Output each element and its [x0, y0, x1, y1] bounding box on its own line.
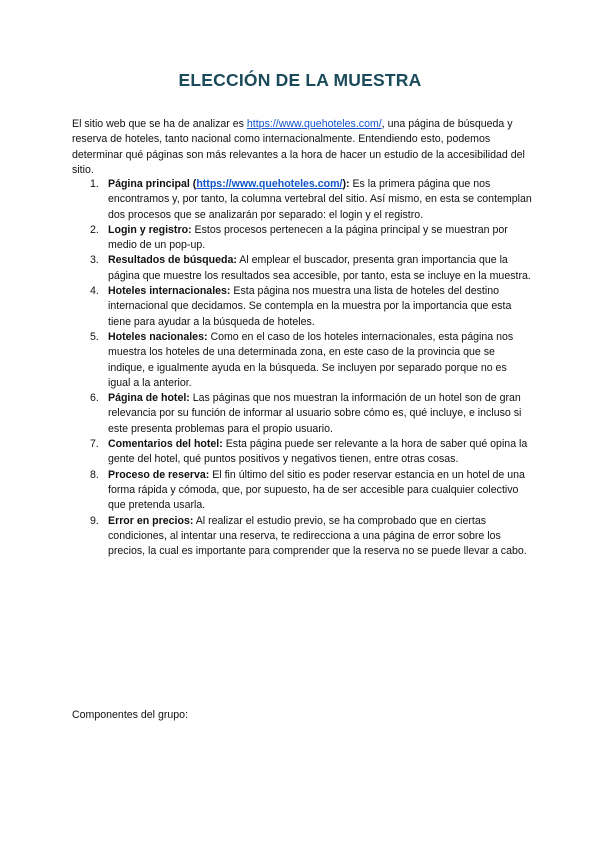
list-item-number: 9.	[90, 514, 99, 527]
sample-pages-list	[72, 177, 532, 559]
list-item-text: Esta página puede ser relevante a la hora de saber qué opina la gente del hotel, qué puntos positivos y negativos tienen, entre otras cosas.	[108, 438, 528, 466]
list-item	[72, 223, 532, 254]
site-link[interactable]: https://www.quehoteles.com/	[246, 118, 382, 130]
list-item-title: Error en precios:	[108, 514, 194, 527]
list-item-text: Al emplear el buscador, presenta gran importancia que la página que muestre los resultados sea accesible, por tanto, esta se incluye en la muestra.	[108, 254, 531, 282]
list-item-title-text: Página principal (	[108, 178, 197, 190]
list-item-title: Página de hotel:	[108, 392, 190, 405]
list-item-number: 6.	[90, 392, 99, 405]
list-item-text: Las páginas que nos muestran la información de un hotel son de gran relevancia por su función de informar al usuario sobre cómo es, qué incluye, e incluso si este presenta problemas para el propio usuario.	[108, 392, 522, 435]
intro-text-before: El sitio web que se ha de analizar es	[72, 118, 247, 130]
list-item-text: Como en el caso de los hoteles internacionales, esta página nos muestra los hoteles de una determinada zona, en este caso de la provincia que se indique, e igualmente ayuda en la búsqueda. Se incluyen por separado porque no es igual a la anterior.	[108, 330, 514, 389]
list-item-text: Es la primera página que nos encontramos y, por tanto, la columna vertebral del sitio. Así mismo, en esta se contemplan dos procesos que se analizarán por separado: el login y el registro.	[108, 178, 532, 221]
list-item-title-suffix: ):	[342, 178, 350, 190]
list-item-title: Proceso de reserva:	[108, 468, 210, 481]
list-item	[72, 177, 532, 223]
home-page-link[interactable]: https://www.quehoteles.com/	[196, 178, 343, 190]
list-item-number: 5.	[90, 330, 99, 343]
list-item	[72, 330, 532, 391]
list-item-title: Comentarios del hotel:	[108, 438, 223, 451]
list-item-text: Al realizar el estudio previo, se ha comprobado que en ciertas condiciones, al intentar una reserva, te redirecciona a una página de error sobre los precios, la cual es importante para comprender que la reserva no se puede llevar a cabo.	[108, 514, 527, 558]
list-item-number: 8.	[90, 468, 99, 481]
group-members-label: Componentes del grupo:	[72, 709, 189, 721]
page-title: ELECCIÓN DE LA MUESTRA	[178, 70, 422, 90]
list-item-number: 3.	[90, 254, 99, 267]
list-item	[72, 468, 532, 514]
list-item-number: 4.	[90, 285, 99, 298]
list-item-text: El fin último del sitio es poder reservar estancia en un hotel de una forma rápida y cómoda, que, por supuesto, ha de ser accesible para cualquier colectivo que pretenda usarla.	[108, 468, 525, 512]
list-item-title	[108, 178, 350, 190]
list-item-text: Esta página nos muestra una lista de hoteles del destino internacional que decidamos. Se contempla en la muestra por la importancia que esta tiene para ayudar a la búsqueda de hoteles.	[108, 285, 512, 328]
list-item-title: Hoteles internacionales:	[108, 285, 231, 298]
list-item	[72, 391, 532, 437]
intro-text-after: , una página de búsqueda y reserva de hoteles, tanto nacional como internacionalmente. Entendiendo esto, podemos determinar qué páginas son más relevantes a la hora de hacer un estudio de la accesibilidad del sitio.	[72, 118, 525, 176]
list-item-title: Resultados de búsqueda:	[108, 254, 237, 267]
list-item	[72, 437, 532, 468]
list-item-title: Login y registro:	[108, 223, 192, 236]
list-item-number: 7.	[90, 438, 99, 451]
list-item-number: 2.	[90, 223, 99, 236]
list-item-number: 1.	[90, 178, 99, 190]
list-item	[72, 253, 532, 284]
list-item-title: Hoteles nacionales:	[108, 330, 208, 343]
list-item-text: Estos procesos pertenecen a la página principal y se muestran por medio de un pop-up.	[108, 223, 508, 252]
intro-paragraph	[72, 117, 532, 178]
list-item	[72, 284, 532, 330]
list-item	[72, 514, 532, 560]
